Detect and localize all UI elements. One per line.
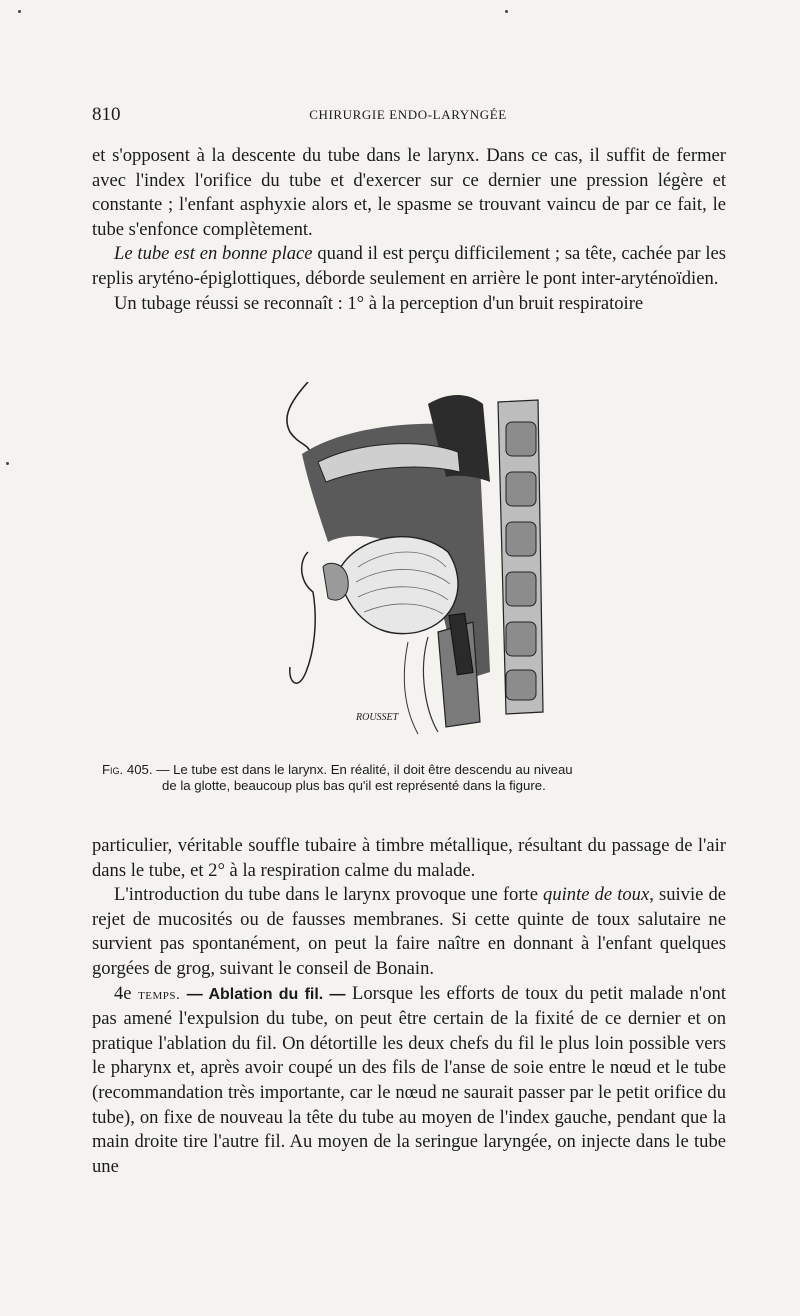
caption-text: — Le tube est dans le larynx. En réalité, il doit être descendu au niveau <box>152 762 573 777</box>
italic-phrase: quinte de toux <box>543 884 650 906</box>
illustrator-signature: ROUSSET <box>356 712 399 723</box>
text-block-top <box>92 144 726 316</box>
paragraph <box>92 242 726 291</box>
header-title: CHIRURGIE ENDO-LARYNGÉE <box>309 107 507 122</box>
paragraph-text: L'introduction du tube dans le larynx provoque une forte <box>114 884 544 906</box>
paragraph <box>92 982 726 1180</box>
sagittal-section-illustration-icon <box>268 382 558 742</box>
paragraph: particulier, véritable souffle tubaire à timbre métallique, résultant du passage de l'air dans le tube, et 2° à la respiration calme du malade. <box>92 835 726 881</box>
paragraph: et s'opposent à la descente du tube dans le larynx. Dans ce cas, il suffit de fermer avec l'index l'orifice du tube et d'exercer sur ce dernier une pression légère et constante ; l'enfant asphyxie alors et, le spasme se trouvant vaincu de par ce fait, le tube s'enfonce complètement. <box>92 145 726 240</box>
chin-profile <box>290 552 315 683</box>
italic-phrase: Le tube est en bonne place <box>114 243 313 265</box>
page-number: 810 <box>92 104 121 125</box>
speck <box>18 10 21 13</box>
nose-profile <box>287 382 310 452</box>
caption-label: Fig. 405. <box>102 762 153 777</box>
caption-line <box>102 762 724 778</box>
figure-caption <box>102 762 724 794</box>
tongue <box>338 537 458 634</box>
paragraph-text: Lorsque les efforts de toux du petit malade n'ont pas amené l'expulsion du tube, on peut être certain de la fixité de ce dernier et on pratique l'ablation du fil. On détortille les deux chefs du fil le plus loin possible vers le pharynx et, après avoir coupé un des fils de l'anse de soie entre le nœud et le tube (recommandation très importante, car le nœud ne saurait passer par le petit orifice du tube), on fixe de nouveau la tête du tube au moyen de l'index gauche, pendant que la main droite tire l'autre fil. Au moyen de la seringue laryngée, on injecte dans le tube une <box>92 982 727 1177</box>
paragraph-text: , suivie de rejet de mucosités ou de fausses membranes. Si cette quinte de toux salutaire ne survient pas spontanément, on peut la faire naître en donnant à l'enfant quelques gorgées de grog, suivant le conseil de Bonain. <box>92 884 726 979</box>
section-heading: — Ablation du fil. — <box>186 985 346 1003</box>
figure-illustration <box>268 382 558 742</box>
step-number: 4e <box>114 982 132 1004</box>
running-head <box>92 104 724 128</box>
paragraph <box>92 883 726 981</box>
text-block-bottom <box>92 834 726 1179</box>
paragraph-text: quand il est perçu difficilement ; sa tête, cachée par les replis aryténo-épiglottiques, déborde seulement en arrière le pont inter-aryténoïdien. <box>92 243 726 289</box>
vertebral-column <box>498 400 543 714</box>
caption-line: de la glotte, beaucoup plus bas qu'il est représenté dans la figure. <box>162 778 546 793</box>
speck <box>6 462 9 465</box>
paragraph: Un tubage réussi se reconnaît : 1° à la perception d'un bruit respiratoire <box>114 292 644 314</box>
step-label: temps. <box>138 986 181 1003</box>
speck <box>505 10 508 13</box>
